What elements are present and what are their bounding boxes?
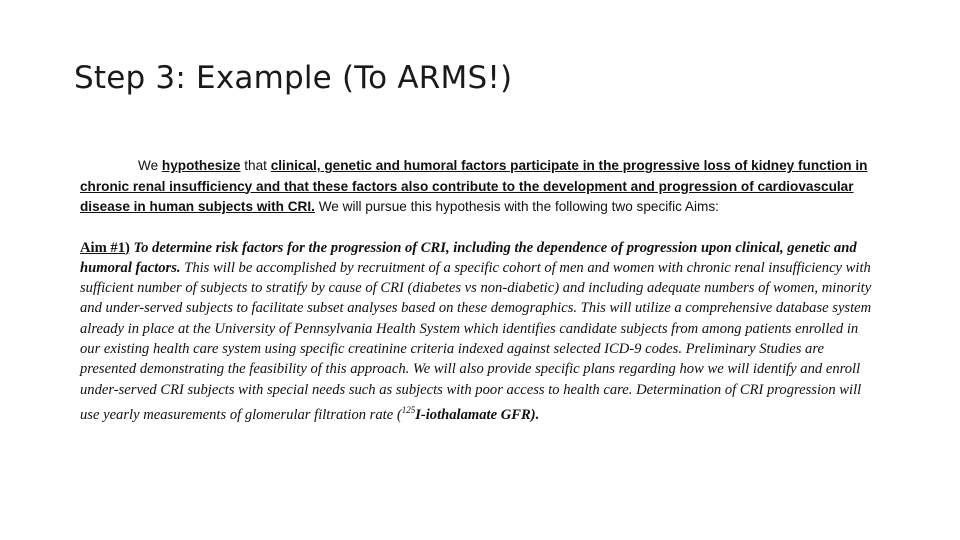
- slide-title: Step 3: Example (To ARMS!): [74, 60, 513, 96]
- hypothesis-paragraph: [80, 156, 880, 218]
- hypothesize-word: hypothesize: [161, 158, 241, 173]
- hypothesis-followup: We will pursue this hypothesis with the following two specific Aims:: [314, 199, 719, 214]
- hypothesis-statement: clinical, genetic and humoral factors participate in the progressive loss of kidney function in chronic renal insufficiency and that these factors also contribute to the development and progression of cardiovascular disease in human subjects with CRI.: [80, 158, 868, 214]
- iodine-isotope-superscript: 125: [401, 404, 416, 415]
- text-that: that: [240, 158, 271, 173]
- aim1-label: Aim #1): [80, 239, 130, 256]
- aim1-tail: I-iothalamate GFR).: [415, 406, 540, 423]
- text-we: We: [138, 158, 162, 173]
- scanned-text-excerpt: [80, 156, 880, 425]
- aim1-body: This will be accomplished by recruitment of a specific cohort of men and women with chronic renal insufficiency with sufficient number of subjects to stratify by cause of CRI (diabetes vs non-diabetic) and including adequate numbers of women, minority and under-served subjects to facilitate subset analyses based on these demographics. This will utilize a comprehensive database system already in place at the University of Pennsylvania Health System which identifies candidate subjects from among patients enrolled in our existing health care system using specific creatinine criteria indexed against selected ICD-9 codes. Preliminary Studies are presented demonstrating the feasibility of this approach. We will also provide specific plans regarding how we will identify and enroll under-served CRI subjects with special needs such as subjects with poor access to health care. Determination of CRI progression will use yearly measurements of glomerular filtration rate (: [80, 259, 872, 423]
- aim1-lead: To determine risk factors for the progression of CRI, including the dependence of progression upon clinical, genetic and humoral factors.: [80, 239, 857, 276]
- aim1-paragraph: [80, 238, 880, 426]
